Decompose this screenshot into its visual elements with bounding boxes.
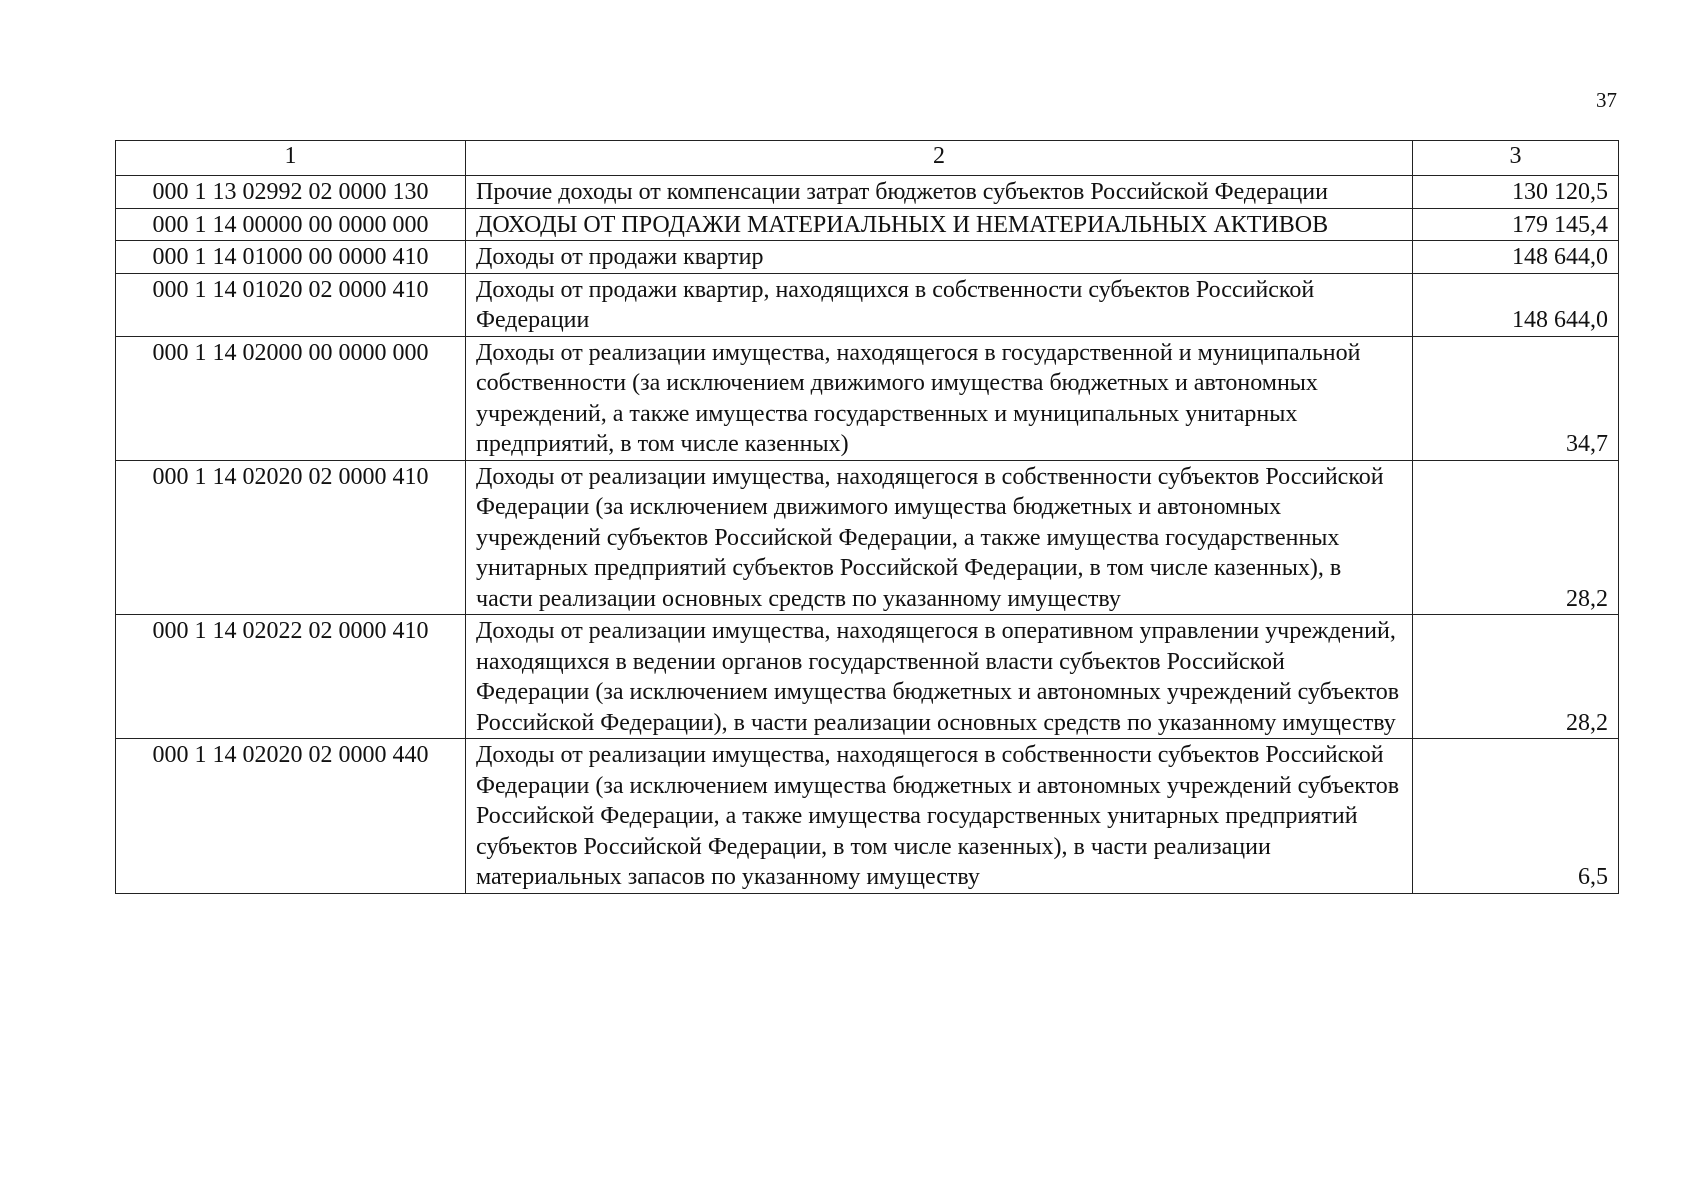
table-row bbox=[116, 460, 1619, 615]
revenue-code-cell: 000 1 13 02992 02 0000 130 bbox=[116, 176, 466, 209]
page-number: 37 bbox=[1596, 88, 1617, 112]
revenue-description-cell: Доходы от реализации имущества, находящегося в собственности субъектов Российской Федерации (за исключением имущества бюджетных и автономных учреждений субъектов Российской Федерации, а также имущества государственных унитарных предприятий субъектов Российской Федерации, в том числе казенных), в части реализации материальных запасов по указанному имуществу bbox=[466, 739, 1413, 894]
column-header-amount: 3 bbox=[1413, 141, 1619, 176]
table-row bbox=[116, 208, 1619, 241]
table-header-row bbox=[116, 141, 1619, 176]
table-row bbox=[116, 615, 1619, 739]
revenue-description-cell: Доходы от реализации имущества, находящегося в оперативном управлении учреждений, находящихся в ведении органов государственной власти субъектов Российской Федерации (за исключением имущества бюджетных и автономных учреждений субъектов Российской Федерации), в части реализации основных средств по указанному имуществу bbox=[466, 615, 1413, 739]
table-row bbox=[116, 241, 1619, 274]
revenue-code-cell: 000 1 14 02020 02 0000 440 bbox=[116, 739, 466, 894]
revenue-code-cell: 000 1 14 02022 02 0000 410 bbox=[116, 615, 466, 739]
budget-revenue-table bbox=[115, 140, 1619, 894]
table-row bbox=[116, 176, 1619, 209]
revenue-description-cell: Доходы от продажи квартир, находящихся в собственности субъектов Российской Федерации bbox=[466, 273, 1413, 336]
revenue-description-cell: Доходы от реализации имущества, находящегося в собственности субъектов Российской Федерации (за исключением движимого имущества бюджетных и автономных учреждений субъектов Российской Федерации, а также имущества государственных унитарных предприятий субъектов Российской Федерации, в том числе казенных), в части реализации основных средств по указанному имуществу bbox=[466, 460, 1413, 615]
revenue-description-cell: Доходы от продажи квартир bbox=[466, 241, 1413, 274]
table-row bbox=[116, 739, 1619, 894]
revenue-description-cell: ДОХОДЫ ОТ ПРОДАЖИ МАТЕРИАЛЬНЫХ И НЕМАТЕРИАЛЬНЫХ АКТИВОВ bbox=[466, 208, 1413, 241]
revenue-amount-cell: 148 644,0 bbox=[1413, 273, 1619, 336]
revenue-code-cell: 000 1 14 02000 00 0000 000 bbox=[116, 336, 466, 460]
revenue-amount-cell: 34,7 bbox=[1413, 336, 1619, 460]
column-header-description: 2 bbox=[466, 141, 1413, 176]
revenue-description-cell: Прочие доходы от компенсации затрат бюджетов субъектов Российской Федерации bbox=[466, 176, 1413, 209]
revenue-description-cell: Доходы от реализации имущества, находящегося в государственной и муниципальной собственности (за исключением движимого имущества бюджетных и автономных учреждений, а также имущества государственных и муниципальных унитарных предприятий, в том числе казенных) bbox=[466, 336, 1413, 460]
revenue-amount-cell: 28,2 bbox=[1413, 615, 1619, 739]
revenue-amount-cell: 179 145,4 bbox=[1413, 208, 1619, 241]
revenue-code-cell: 000 1 14 01000 00 0000 410 bbox=[116, 241, 466, 274]
revenue-amount-cell: 28,2 bbox=[1413, 460, 1619, 615]
table-row bbox=[116, 273, 1619, 336]
revenue-code-cell: 000 1 14 00000 00 0000 000 bbox=[116, 208, 466, 241]
revenue-amount-cell: 130 120,5 bbox=[1413, 176, 1619, 209]
table-row bbox=[116, 336, 1619, 460]
revenue-code-cell: 000 1 14 01020 02 0000 410 bbox=[116, 273, 466, 336]
revenue-code-cell: 000 1 14 02020 02 0000 410 bbox=[116, 460, 466, 615]
column-header-code: 1 bbox=[116, 141, 466, 176]
revenue-amount-cell: 6,5 bbox=[1413, 739, 1619, 894]
revenue-amount-cell: 148 644,0 bbox=[1413, 241, 1619, 274]
